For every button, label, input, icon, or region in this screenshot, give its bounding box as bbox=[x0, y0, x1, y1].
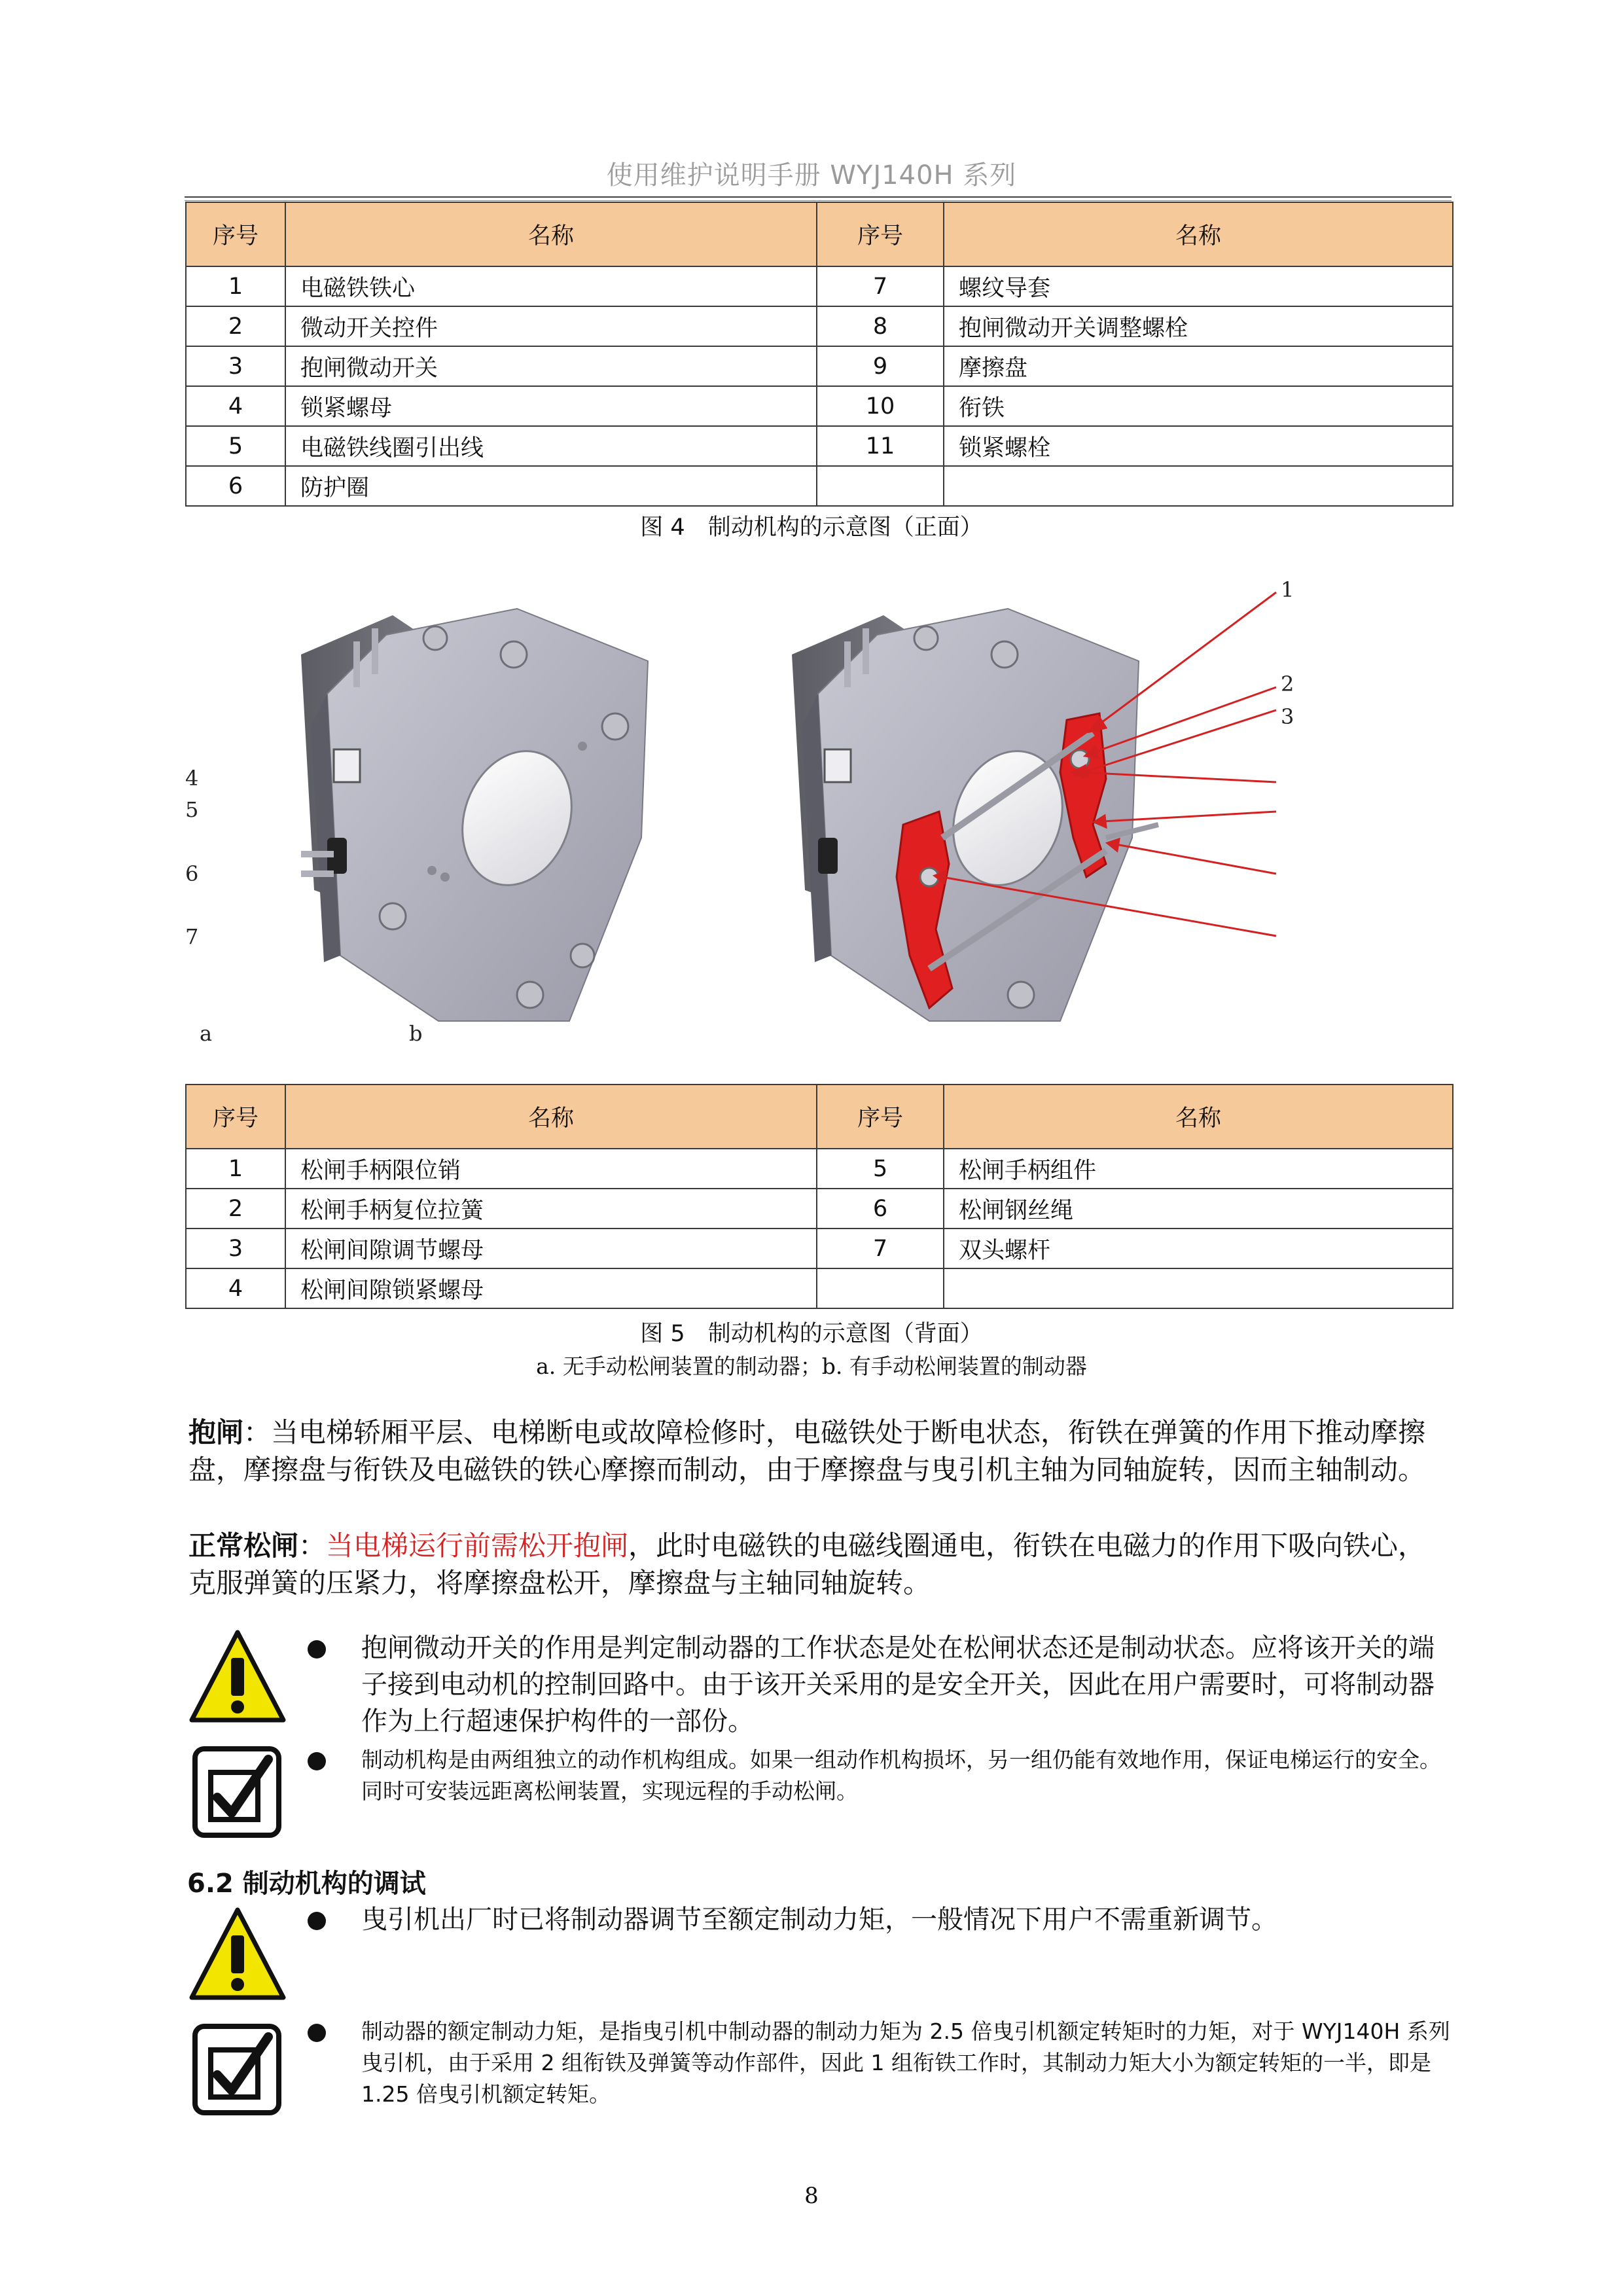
table-cell: 衔铁 bbox=[944, 386, 1453, 426]
figure-label: 5 bbox=[185, 797, 199, 822]
table-cell bbox=[944, 1268, 1453, 1308]
brake-figure bbox=[177, 563, 1453, 1060]
table-cell: 9 bbox=[817, 346, 944, 386]
table-row bbox=[186, 306, 1453, 346]
warning-icon bbox=[188, 1906, 287, 2004]
table-row bbox=[186, 266, 1453, 306]
table-header-cell: 名称 bbox=[944, 1085, 1453, 1149]
page-number: 8 bbox=[804, 2183, 819, 2209]
table-cell: 微动开关控件 bbox=[285, 306, 817, 346]
note-item bbox=[308, 1901, 1453, 1938]
table-cell bbox=[817, 466, 944, 506]
table-cell: 防护圈 bbox=[285, 466, 817, 506]
figure-caption: 图 4 制动机构的示意图（正面） bbox=[640, 514, 983, 541]
table-cell: 4 bbox=[186, 1268, 285, 1308]
table-cell: 2 bbox=[186, 1189, 285, 1229]
table-cell: 6 bbox=[186, 466, 285, 506]
table-cell: 11 bbox=[817, 426, 944, 466]
brake-description: ：当电梯轿厢平层、电梯断电或故障检修时，电磁铁处于断电状态，衔铁在弹簧的作用下推动摩擦盘，摩擦盘与衔铁及电磁铁的铁心摩擦而制动，由于摩擦盘与曳引机主轴为同轴旋转，因而主轴制动。 bbox=[188, 1416, 1426, 1486]
table-cell: 7 bbox=[817, 1229, 944, 1268]
bullet-icon bbox=[308, 1752, 326, 1770]
term-brake: 抱闸 bbox=[188, 1416, 244, 1448]
table-row bbox=[186, 1229, 1453, 1268]
figure-caption: 图 5 制动机构的示意图（背面） bbox=[640, 1321, 983, 1347]
note-text: 制动器的额定制动力矩，是指曳引机中制动器的制动力矩为 2.5 倍曳引机额定转矩时的力矩，对于 WYJ140H 系列曳引机，由于采用 2 组衔铁及弹簧等动作部件，因此 1 组衔铁工作时，其制动力矩大小为额定转矩的一半，即是 1.25 倍曳引机额定转矩。 bbox=[361, 2018, 1450, 2107]
table-cell: 1 bbox=[186, 266, 285, 306]
bullet-icon bbox=[308, 1912, 326, 1930]
brake-unit-b bbox=[792, 609, 1158, 1021]
warning-icon bbox=[188, 1628, 287, 1727]
table-cell: 松闸间隙锁紧螺母 bbox=[285, 1268, 817, 1308]
figure-label-a: a bbox=[200, 1021, 213, 1046]
table-row bbox=[186, 1268, 1453, 1308]
table-cell: 摩擦盘 bbox=[944, 346, 1453, 386]
table-header-cell: 名称 bbox=[285, 202, 817, 266]
table-cell: 锁紧螺母 bbox=[285, 386, 817, 426]
bullet-icon bbox=[308, 2024, 326, 2042]
table-cell: 6 bbox=[817, 1189, 944, 1229]
figure-label: 7 bbox=[185, 924, 199, 949]
table-cell: 5 bbox=[186, 426, 285, 466]
table-header-row bbox=[186, 1085, 1453, 1149]
figure-label: 2 bbox=[1281, 672, 1294, 696]
table-row bbox=[186, 346, 1453, 386]
table-header-row bbox=[186, 202, 1453, 266]
note-item bbox=[308, 2016, 1453, 2110]
header-rule-thin bbox=[185, 200, 1452, 201]
note-text: 制动机构是由两组独立的动作机构组成。如果一组动作机构损坏，另一组仍能有效地作用，保证电梯运行的安全。同时可安装远距离松闸装置，实现远程的手动松闸。 bbox=[361, 1747, 1441, 1804]
table-cell: 1 bbox=[186, 1149, 285, 1189]
figure-label: 1 bbox=[1281, 577, 1294, 602]
table-header-cell: 序号 bbox=[817, 202, 944, 266]
parts-table-back bbox=[185, 1084, 1454, 1309]
table-row bbox=[186, 426, 1453, 466]
release-colon: ： bbox=[298, 1530, 327, 1562]
table-header-cell: 名称 bbox=[285, 1085, 817, 1149]
table-cell: 3 bbox=[186, 346, 285, 386]
table-cell bbox=[817, 1268, 944, 1308]
note-item bbox=[308, 1630, 1453, 1740]
table-cell: 8 bbox=[817, 306, 944, 346]
table-header-cell: 名称 bbox=[944, 202, 1453, 266]
parts-table-front bbox=[185, 202, 1454, 507]
table-header-cell: 序号 bbox=[186, 1085, 285, 1149]
figure-label: 3 bbox=[1281, 704, 1294, 729]
section-heading: 6.2 制动机构的调试 bbox=[187, 1869, 426, 1899]
table-header-cell: 序号 bbox=[817, 1085, 944, 1149]
table-cell: 螺纹导套 bbox=[944, 266, 1453, 306]
table-cell: 抱闸微动开关调整螺栓 bbox=[944, 306, 1453, 346]
note-item bbox=[308, 1744, 1453, 1807]
figure-label: 4 bbox=[185, 766, 199, 791]
figure-label: 6 bbox=[185, 861, 199, 886]
table-cell: 抱闸微动开关 bbox=[285, 346, 817, 386]
table-cell: 双头螺杆 bbox=[944, 1229, 1453, 1268]
brake-paragraph bbox=[188, 1414, 1453, 1488]
brake-unit-a bbox=[301, 609, 648, 1021]
table-cell: 4 bbox=[186, 386, 285, 426]
release-paragraph bbox=[188, 1527, 1453, 1602]
table-cell: 松闸手柄限位销 bbox=[285, 1149, 817, 1189]
release-description: ，此时电磁铁的电磁线圈通电，衔铁在电磁力的作用下吸向铁心，克服弹簧的压紧力，将摩擦盘松开，摩擦盘与主轴同轴旋转。 bbox=[188, 1530, 1426, 1599]
table-cell: 锁紧螺栓 bbox=[944, 426, 1453, 466]
table-cell: 10 bbox=[817, 386, 944, 426]
table-header-cell: 序号 bbox=[186, 202, 285, 266]
table-cell: 7 bbox=[817, 266, 944, 306]
table-cell: 松闸手柄复位拉簧 bbox=[285, 1189, 817, 1229]
figure-subcaption: a. 无手动松闸装置的制动器；b. 有手动松闸装置的制动器 bbox=[536, 1354, 1087, 1379]
table-cell: 2 bbox=[186, 306, 285, 346]
release-highlight: 当电梯运行前需松开抱闸 bbox=[326, 1530, 629, 1562]
term-release: 正常松闸 bbox=[188, 1530, 299, 1562]
table-cell: 松闸间隙调节螺母 bbox=[285, 1229, 817, 1268]
table-cell: 3 bbox=[186, 1229, 285, 1268]
table-row bbox=[186, 386, 1453, 426]
bullet-icon bbox=[308, 1640, 326, 1659]
figure-label-b: b bbox=[409, 1021, 423, 1046]
note-text: 抱闸微动开关的作用是判定制动器的工作状态是处在松闸状态还是制动状态。应将该开关的端子接到电动机的控制回路中。由于该开关采用的是安全开关，因此在用户需要时，可将制动器作为上行超速保护构件的一部份。 bbox=[361, 1633, 1435, 1736]
document-header: 使用维护说明手册 WYJ140H 系列 bbox=[606, 160, 1017, 190]
table-row bbox=[186, 1189, 1453, 1229]
note-text: 曳引机出厂时已将制动器调节至额定制动力矩，一般情况下用户不需重新调节。 bbox=[361, 1905, 1277, 1935]
table-cell: 电磁铁线圈引出线 bbox=[285, 426, 817, 466]
header-rule bbox=[185, 196, 1452, 198]
table-cell: 5 bbox=[817, 1149, 944, 1189]
table-cell: 松闸手柄组件 bbox=[944, 1149, 1453, 1189]
table-row bbox=[186, 1149, 1453, 1189]
checkbox-icon bbox=[191, 1745, 283, 1839]
checkbox-icon bbox=[191, 2022, 283, 2117]
table-cell: 松闸钢丝绳 bbox=[944, 1189, 1453, 1229]
table-cell: 电磁铁铁心 bbox=[285, 266, 817, 306]
table-cell bbox=[944, 466, 1453, 506]
table-row bbox=[186, 466, 1453, 506]
